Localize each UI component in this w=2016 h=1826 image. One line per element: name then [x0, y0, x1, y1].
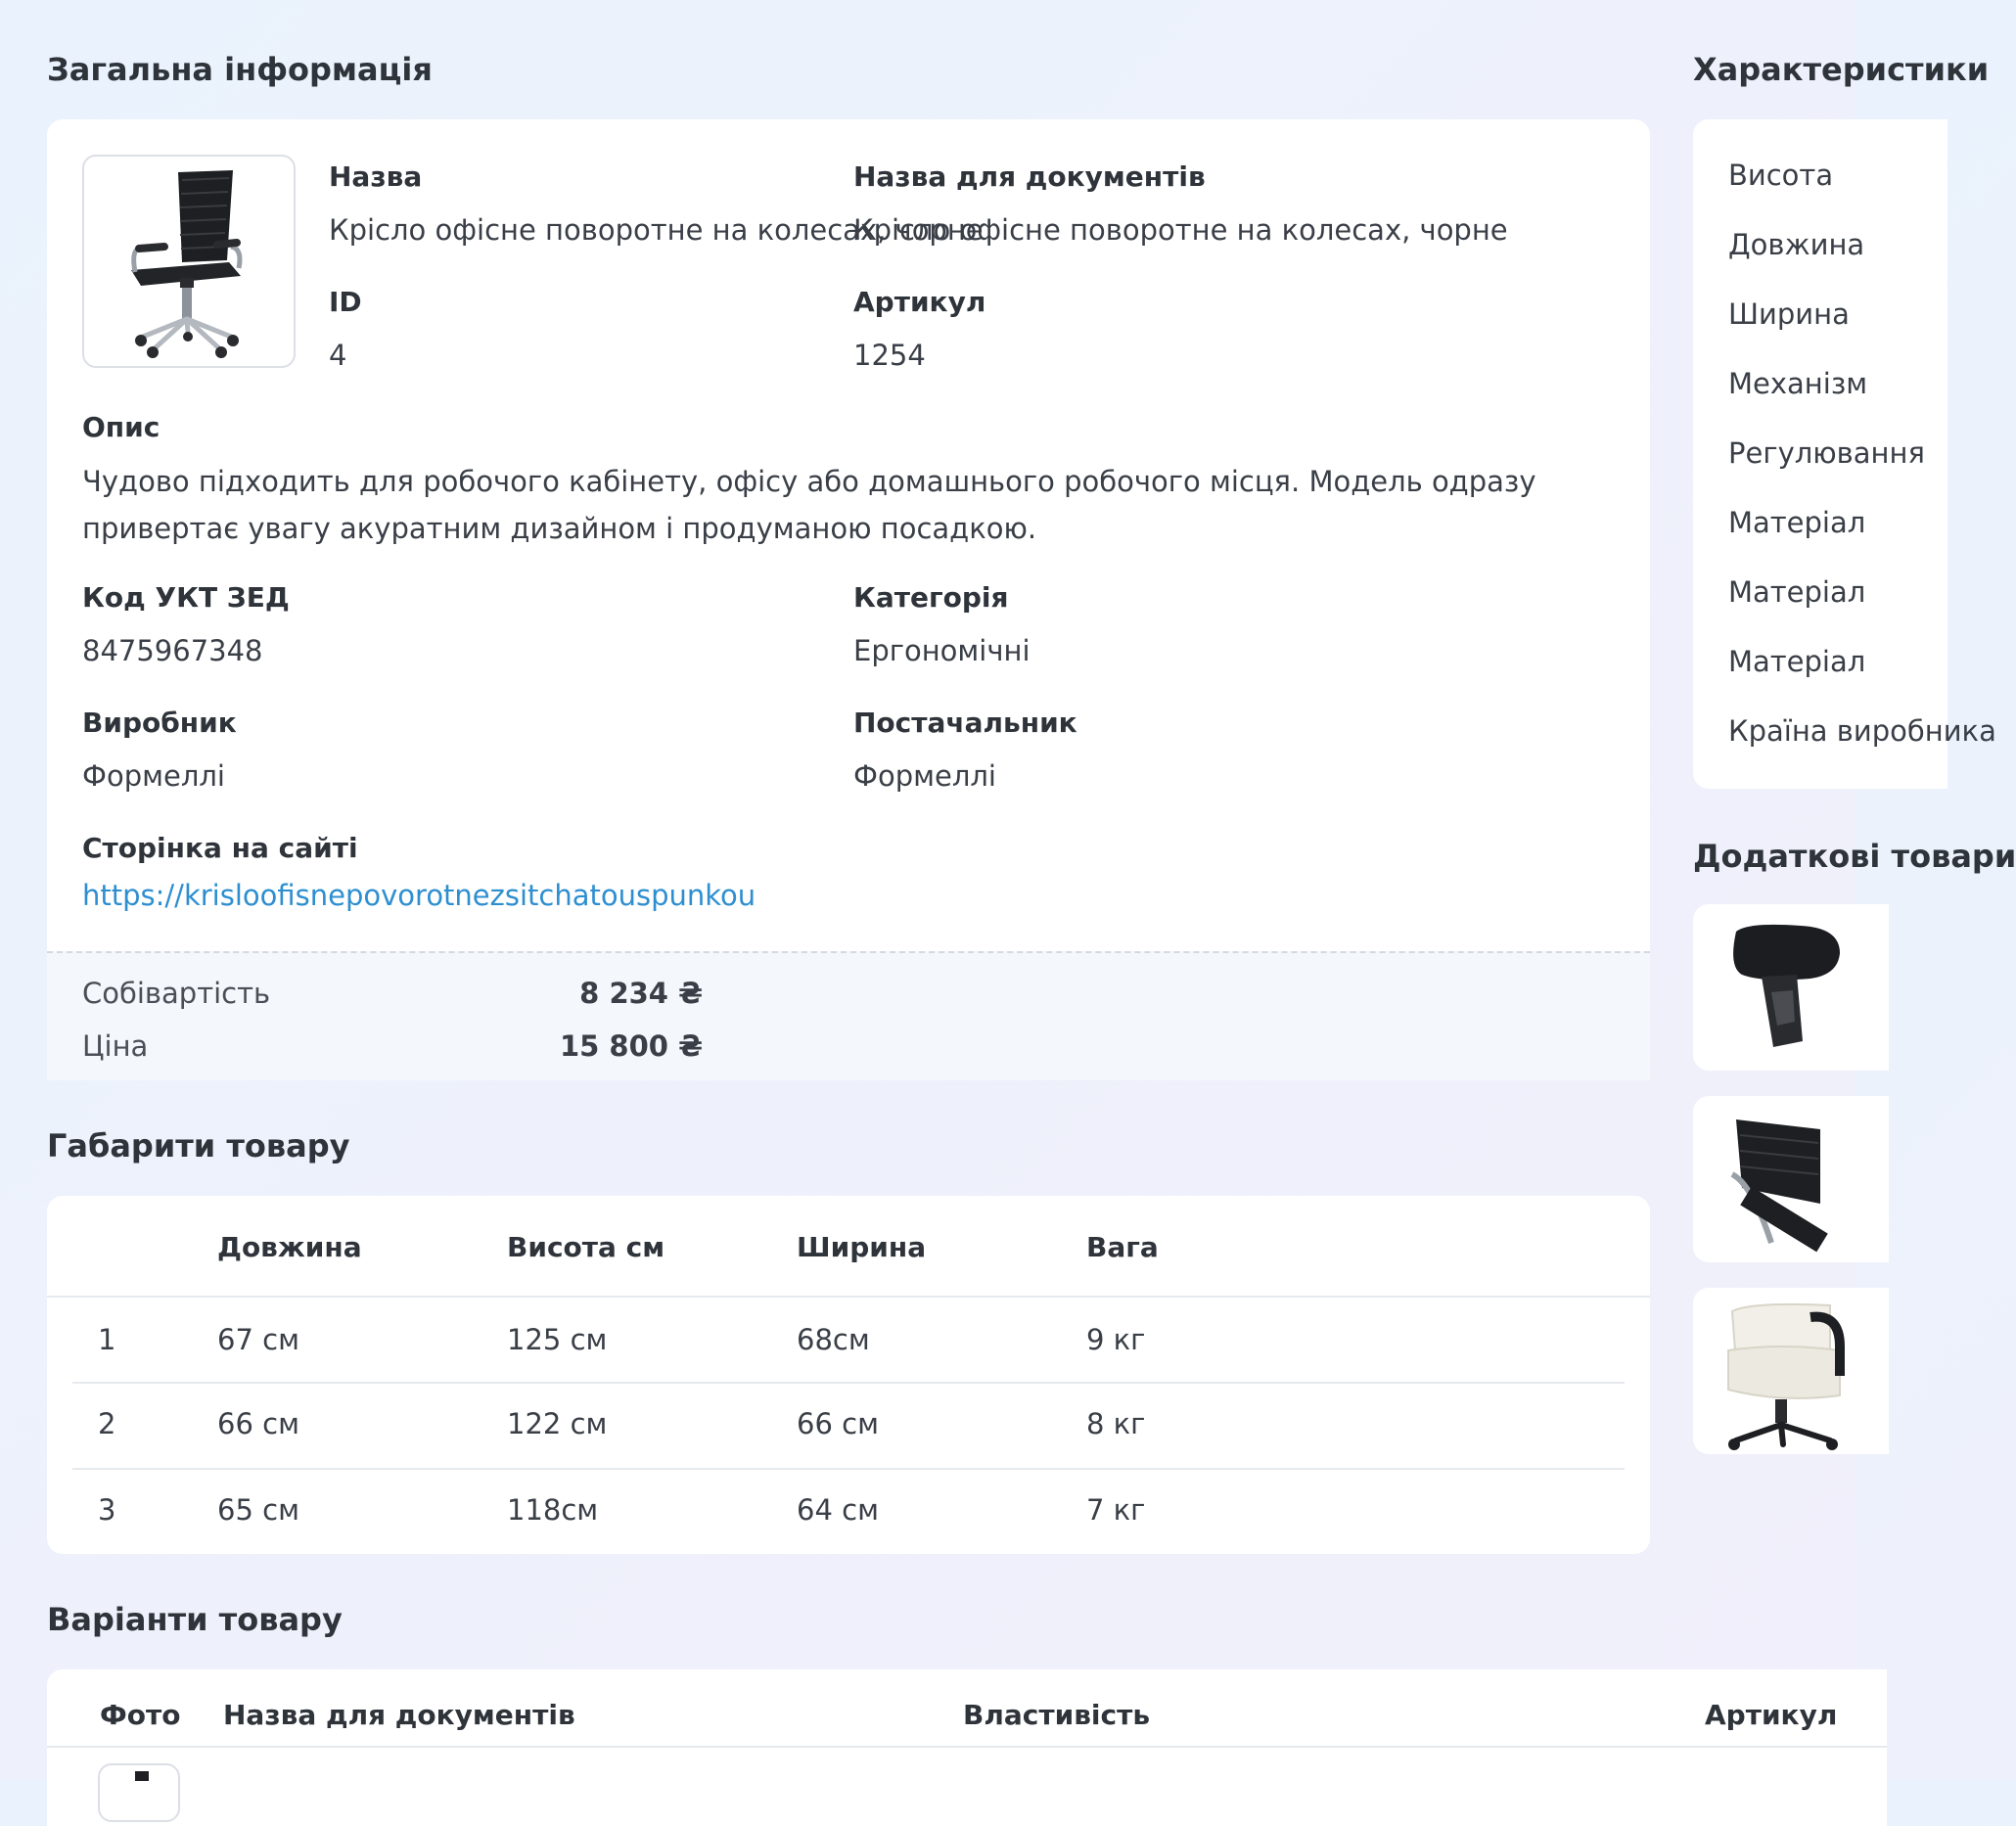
row-divider: [72, 1468, 1625, 1470]
characteristic-item: Механізм: [1728, 367, 1868, 400]
id-label: ID: [329, 286, 362, 318]
col-header-width: Ширина: [797, 1231, 927, 1263]
doc-name-value: Крісло офісне поворотне на колесах, чорне: [853, 213, 1508, 247]
weight-cell: 9 кг: [1086, 1323, 1146, 1356]
price-value: 15 800 ₴: [559, 1029, 703, 1063]
weight-cell: 7 кг: [1086, 1493, 1146, 1527]
header-divider: [47, 1746, 1887, 1748]
dimensions-table: [47, 1196, 1650, 1554]
site-page-label: Сторінка на сайті: [82, 832, 358, 864]
header-divider: [47, 1296, 1650, 1298]
description-value: Чудово підходить для робочого кабінету, офісу або домашнього робочого місця. Модель одразу привертає увагу акуратним дизайном і продуманою посадкою.: [82, 465, 1536, 545]
name-value: Крісло офісне поворотне на колесах, чорне: [329, 213, 984, 247]
characteristic-item: Регулювання: [1728, 436, 1925, 470]
length-cell: 67 см: [217, 1323, 299, 1356]
length-cell: 66 см: [217, 1407, 299, 1440]
height-cell: 122 см: [507, 1407, 608, 1440]
chair-thumb-icon: [135, 1771, 149, 1781]
dimensions-title: Габарити товару: [47, 1127, 350, 1164]
row-divider: [72, 1382, 1625, 1384]
sku-label: Артикул: [853, 286, 986, 318]
col-header-sku: Артикул: [1705, 1699, 1838, 1731]
office-chair-image: [84, 157, 294, 366]
supplier-label: Постачальник: [853, 707, 1077, 739]
headrest-image: [1693, 904, 1889, 1071]
doc-name-label: Назва для документів: [853, 160, 1206, 193]
name-label: Назва: [329, 160, 423, 193]
variant-photo[interactable]: [98, 1763, 180, 1822]
variants-title: Варіанти товару: [47, 1601, 343, 1638]
price-summary: [47, 951, 1650, 1080]
addon-product-card[interactable]: [1693, 1288, 1889, 1454]
width-cell: 68см: [797, 1323, 870, 1356]
row-index: 2: [98, 1407, 116, 1440]
width-cell: 66 см: [797, 1407, 879, 1440]
row-index: 3: [98, 1493, 116, 1527]
site-page-link[interactable]: https://krisloofisnepovorotnezsitchatouspunkou: [82, 879, 756, 912]
weight-cell: 8 кг: [1086, 1407, 1146, 1440]
characteristic-item: Матеріал: [1728, 575, 1866, 609]
length-cell: 65 см: [217, 1493, 299, 1527]
col-header-doc-name: Назва для документів: [223, 1699, 575, 1731]
col-header-property: Властивість: [963, 1699, 1151, 1731]
supplier-value: Формеллі: [853, 759, 996, 793]
col-header-photo: Фото: [100, 1699, 181, 1731]
width-cell: 64 см: [797, 1493, 879, 1527]
product-photo[interactable]: [82, 155, 296, 368]
addon-product-card[interactable]: [1693, 904, 1889, 1071]
characteristics-title: Характеристики: [1693, 51, 1990, 88]
col-header-height: Висота см: [507, 1231, 665, 1263]
characteristic-item: Ширина: [1728, 297, 1850, 331]
col-header-length: Довжина: [217, 1231, 362, 1263]
variants-table: [47, 1669, 1887, 1826]
addon-product-card[interactable]: [1693, 1096, 1889, 1262]
cost-value: 8 234 ₴: [579, 977, 703, 1010]
general-info-card: [47, 119, 1650, 1080]
manufacturer-value: Формеллі: [82, 759, 225, 793]
price-label: Ціна: [82, 1029, 149, 1063]
characteristic-item: Довжина: [1728, 228, 1865, 261]
row-index: 1: [98, 1323, 116, 1356]
ukt-value: 8475967348: [82, 634, 263, 667]
addons-title: Додаткові товари: [1693, 838, 2016, 875]
characteristic-item: Країна виробника: [1728, 714, 1996, 748]
description-label: Опис: [82, 411, 160, 443]
general-info-title: Загальна інформація: [47, 51, 433, 88]
chair-back-image: [1693, 1096, 1889, 1262]
characteristics-card: [1693, 119, 1996, 789]
characteristic-item: Матеріал: [1728, 506, 1866, 539]
characteristic-item: Висота: [1728, 159, 1834, 192]
sku-value: 1254: [853, 339, 926, 372]
category-label: Категорія: [853, 581, 1009, 614]
ukt-label: Код УКТ ЗЕД: [82, 581, 290, 614]
category-value: Ергономічні: [853, 634, 1031, 667]
white-chair-image: [1693, 1288, 1889, 1454]
id-value: 4: [329, 339, 347, 372]
cost-label: Собівартість: [82, 977, 271, 1010]
height-cell: 125 см: [507, 1323, 608, 1356]
characteristic-item: Матеріал: [1728, 645, 1866, 678]
manufacturer-label: Виробник: [82, 707, 237, 739]
col-header-weight: Вага: [1086, 1231, 1159, 1263]
height-cell: 118см: [507, 1493, 599, 1527]
